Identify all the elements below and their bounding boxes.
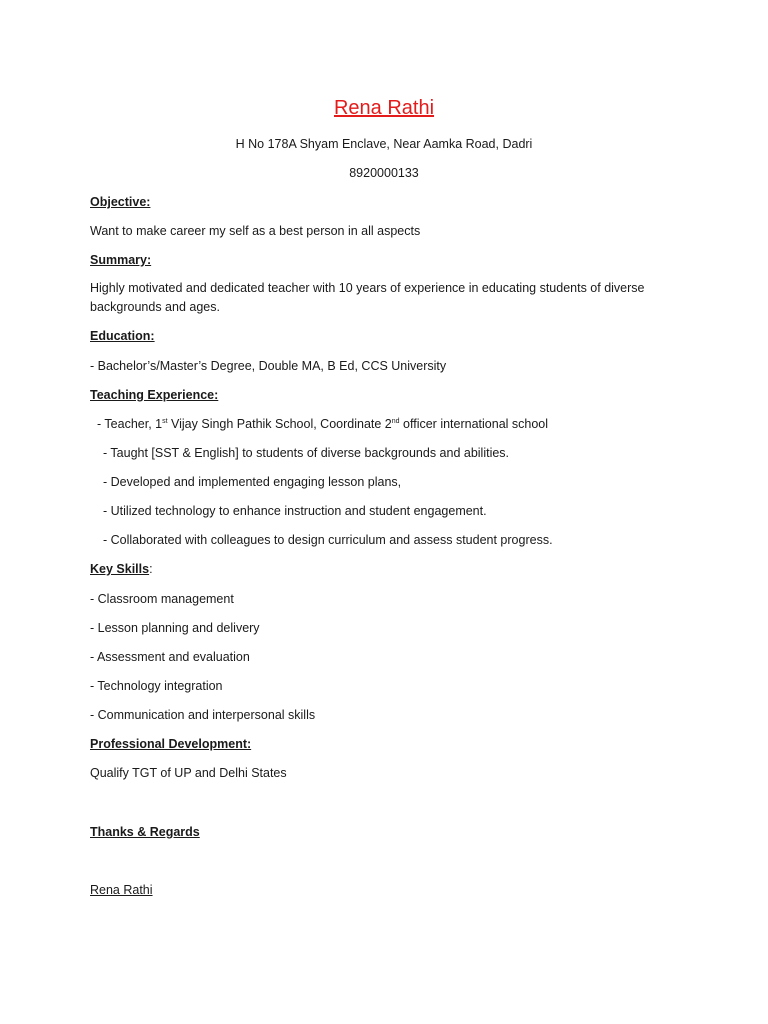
teaching-role-prefix: - Teacher, 1 xyxy=(97,417,163,431)
professional-development-text: Qualify TGT of UP and Delhi States xyxy=(90,766,287,780)
summary-text: Highly motivated and dedicated teacher with 10 years of experience in educating students of diverse backgrounds and ages. xyxy=(90,281,645,314)
key-skills-colon: : xyxy=(149,562,153,576)
phone-number: 8920000133 xyxy=(349,166,419,180)
candidate-name: Rena Rathi xyxy=(333,97,435,119)
summary-heading: Summary: xyxy=(90,253,152,267)
signature-name: Rena Rathi xyxy=(90,883,153,897)
address: H No 178A Shyam Enclave, Near Aamka Road, Dadri xyxy=(235,137,533,151)
key-skills-heading-row xyxy=(90,561,153,577)
skill-item: - Lesson planning and delivery xyxy=(90,621,260,635)
objective-text: Want to make career my self as a best person in all aspects xyxy=(90,224,421,238)
objective-heading: Objective: xyxy=(90,195,151,209)
teaching-role-middle: Vijay Singh Pathik School, Coordinate 2 xyxy=(167,417,392,431)
education-item: - Bachelor’s/Master’s Degree, Double MA, B Ed, CCS University xyxy=(90,359,447,373)
teaching-role xyxy=(97,416,548,432)
key-skills-heading: Key Skills xyxy=(90,562,150,576)
education-heading: Education: xyxy=(90,329,155,343)
skill-item: - Communication and interpersonal skills xyxy=(90,708,316,722)
teaching-point: - Developed and implemented engaging lesson plans, xyxy=(103,475,402,489)
teaching-role-sup-2: nd xyxy=(391,417,400,425)
skill-item: - Classroom management xyxy=(90,592,234,606)
thanks-regards: Thanks & Regards xyxy=(90,825,200,839)
skill-item: - Technology integration xyxy=(90,679,223,693)
skill-item: - Assessment and evaluation xyxy=(90,650,250,664)
professional-development-heading: Professional Development: xyxy=(90,737,252,751)
teaching-point: - Collaborated with colleagues to design curriculum and assess student progress. xyxy=(103,533,553,547)
teaching-experience-heading: Teaching Experience: xyxy=(90,388,219,402)
teaching-point: - Utilized technology to enhance instruction and student engagement. xyxy=(103,504,487,518)
teaching-role-suffix: officer international school xyxy=(399,417,549,431)
teaching-role-sup-1: st xyxy=(162,417,168,425)
teaching-point: - Taught [SST & English] to students of diverse backgrounds and abilities. xyxy=(103,446,510,460)
